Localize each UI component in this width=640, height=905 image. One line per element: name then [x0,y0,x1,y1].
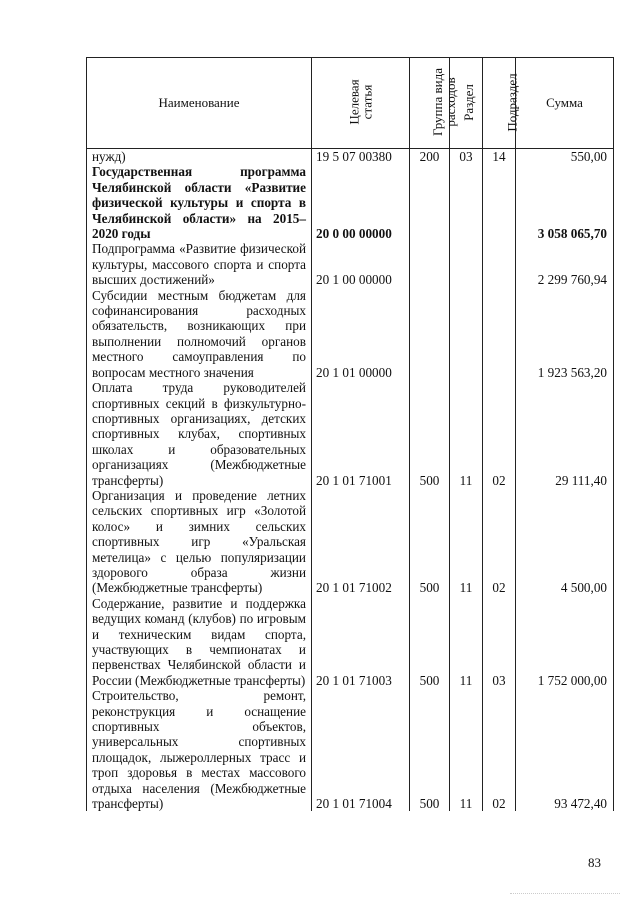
table-row [87,488,614,596]
cell-name: Государственная программа Челябинской области «Развитие физической культуры и спорта в Челябинской области» на 2015–2020 годы [87,164,312,241]
cell-name: Организация и проведение летних сельских спортивных игр «Золотой колос» и зимних сельских спортивных игр «Уральская метелица» с целью популяризации здорового образа жизни (Межбюджетные трансферты) [87,488,312,596]
cell-expense-group [410,241,450,287]
cell-subsection: 02 [483,380,516,488]
cell-target-code: 20 1 00 00000 [312,241,410,287]
cell-section [450,164,483,241]
cell-sum: 93 472,40 [516,688,614,811]
cell-expense-group: 500 [410,488,450,596]
cell-expense-group: 500 [410,380,450,488]
col-header-section: Раздел [450,58,483,149]
cell-section [450,288,483,380]
cell-sum: 29 111,40 [516,380,614,488]
cell-subsection: 03 [483,596,516,688]
cell-sum: 550,00 [516,149,614,165]
cell-target-code: 20 1 01 71004 [312,688,410,811]
cell-target-code: 20 1 01 71003 [312,596,410,688]
cell-name: Строительство, ремонт, реконструкция и оснащение спортивных объектов, универсальных спортивных площадок, лыжероллерных трасс и троп здоровья в местах массового отдыха населения (Межбюджетные трансферты) [87,688,312,811]
cell-section: 11 [450,688,483,811]
cell-expense-group [410,164,450,241]
budget-table [86,57,614,811]
cell-target-code: 20 1 01 71001 [312,380,410,488]
col-header-sum: Сумма [516,58,614,149]
cell-subsection [483,288,516,380]
table-row [87,688,614,811]
cell-subsection [483,241,516,287]
cell-expense-group: 200 [410,149,450,165]
cell-expense-group [410,288,450,380]
table-row [87,164,614,241]
cell-name: Оплата труда руководителей спортивных секций в физкультурно-спортивных организациях, детских спортивных клубах, спортивных школах и образовательных организациях (Межбюджетные трансферты) [87,380,312,488]
cell-name: Субсидии местным бюджетам для софинансирования расходных обязательств, возникающих при выполнении полномочий органов местного самоуправления по вопросам местного значения [87,288,312,380]
table-header-row [87,58,614,149]
table-row [87,241,614,287]
cell-section: 11 [450,380,483,488]
cell-section: 11 [450,596,483,688]
cell-section: 03 [450,149,483,165]
cell-expense-group: 500 [410,688,450,811]
col-header-subsection: Подраздел [483,58,516,149]
cell-target-code: 20 0 00 00000 [312,164,410,241]
cell-section: 11 [450,488,483,596]
table-row [87,288,614,380]
cell-target-code: 20 1 01 71002 [312,488,410,596]
page-number: 83 [588,855,601,870]
cell-section [450,241,483,287]
col-header-target: Целевая статья [312,58,410,149]
cell-subsection: 02 [483,688,516,811]
cell-sum: 3 058 065,70 [516,164,614,241]
cell-expense-group: 500 [410,596,450,688]
cell-name: нужд) [87,149,312,165]
cell-sum: 1 752 000,00 [516,596,614,688]
cell-sum: 4 500,00 [516,488,614,596]
cell-sum: 1 923 563,20 [516,288,614,380]
cell-subsection: 14 [483,149,516,165]
cell-sum: 2 299 760,94 [516,241,614,287]
scan-artifact [510,893,620,900]
cell-subsection: 02 [483,488,516,596]
col-header-group: Группа вида расходов [410,58,450,149]
cell-subsection [483,164,516,241]
cell-name: Подпрограмма «Развитие физической культуры, массового спорта и спорта высших достижений» [87,241,312,287]
cell-target-code: 19 5 07 00380 [312,149,410,165]
cell-target-code: 20 1 01 00000 [312,288,410,380]
table-row [87,380,614,488]
table-row [87,149,614,165]
col-header-name: Наименование [87,58,312,149]
cell-name: Содержание, развитие и поддержка ведущих команд (клубов) по игровым и техническим видам спорта, участвующих в чемпионатах и первенствах Челябинской области и России (Межбюджетные трансферты) [87,596,312,688]
table-row [87,596,614,688]
